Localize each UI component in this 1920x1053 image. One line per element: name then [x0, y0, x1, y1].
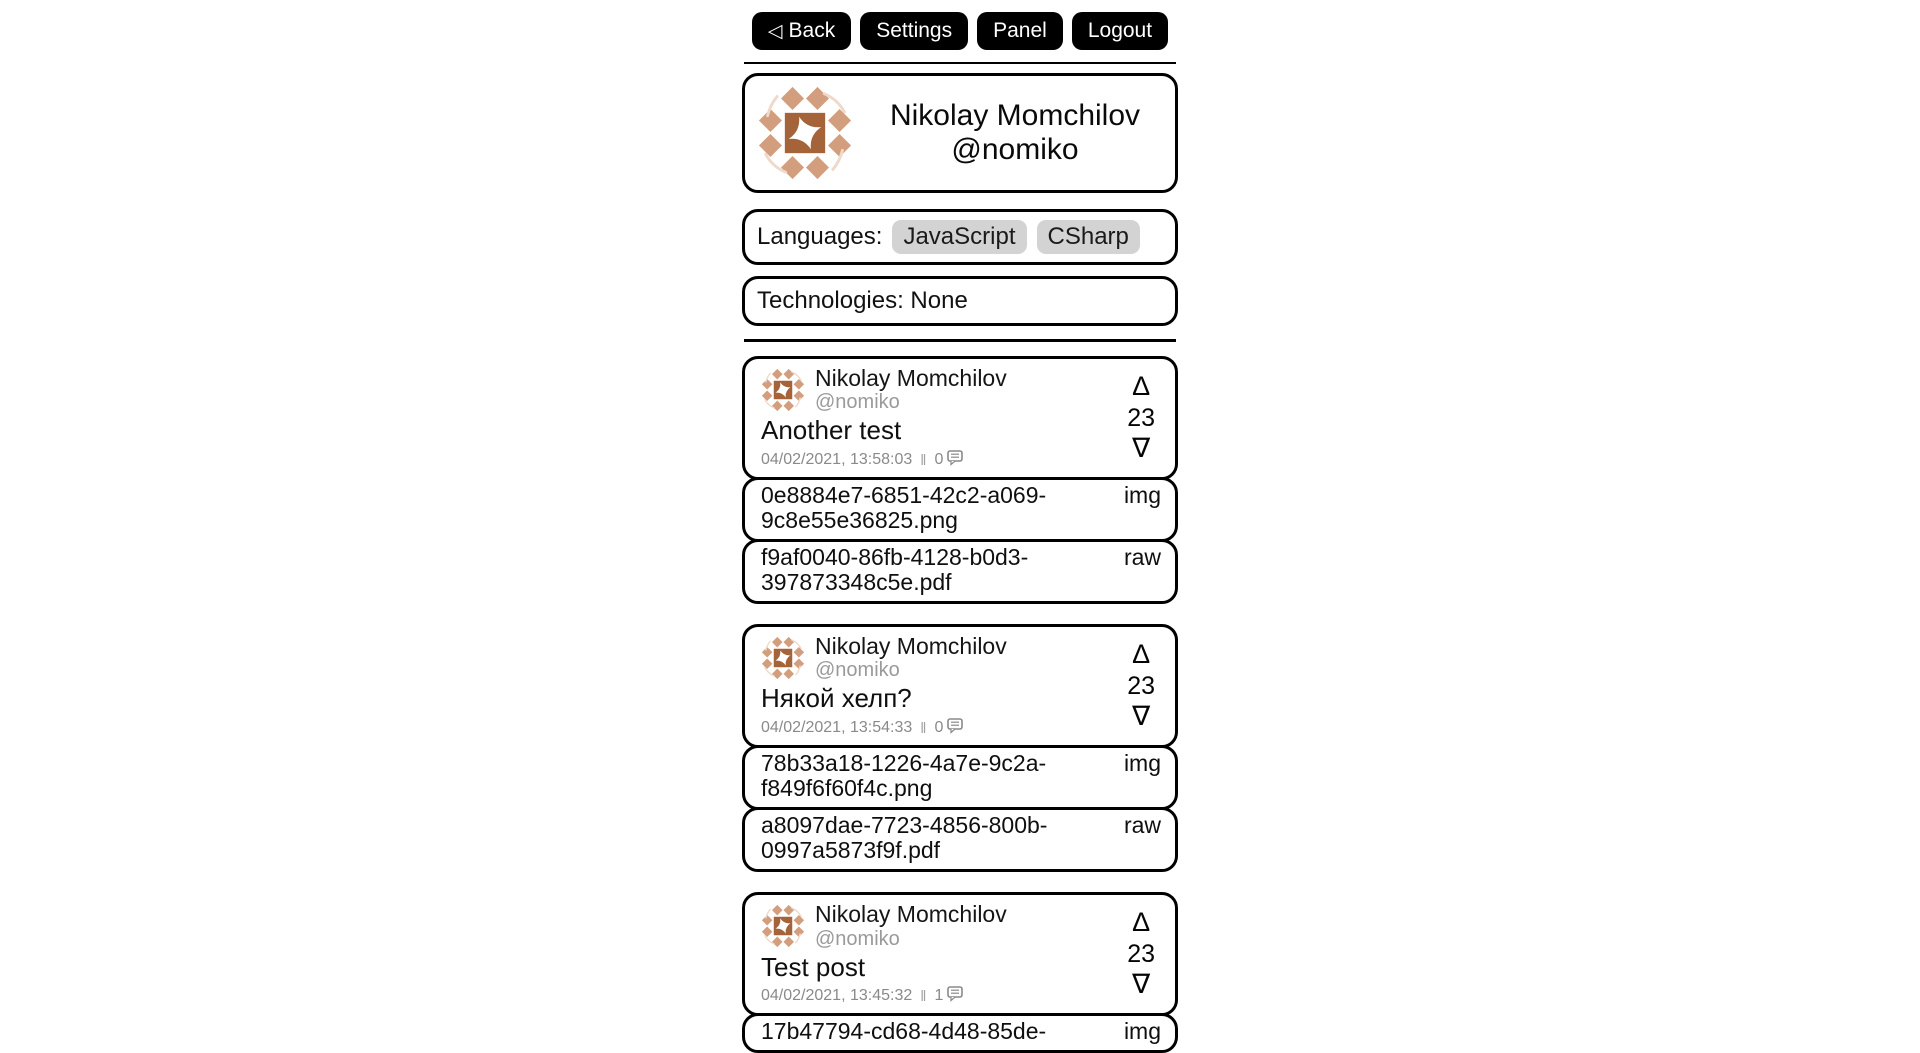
post-comments-count: 0 — [934, 719, 944, 737]
back-button-label: Back — [788, 19, 836, 42]
profile-avatar-icon — [757, 85, 853, 181]
profile-card — [742, 73, 1178, 193]
attachment-type-label: img — [1123, 482, 1161, 509]
upvote-button[interactable]: Δ — [1132, 906, 1151, 937]
language-tag-csharp: CSharp — [1037, 220, 1140, 254]
upvote-button[interactable]: Δ — [1132, 638, 1151, 669]
post-title: Test post — [761, 951, 866, 982]
technologies-card — [742, 276, 1178, 326]
post-group — [742, 356, 1178, 604]
post-body — [761, 901, 1117, 1006]
post-comments — [934, 450, 963, 470]
attachment-row[interactable] — [742, 539, 1178, 604]
profile-names — [867, 99, 1163, 166]
post-meta — [761, 986, 1117, 1006]
toolbar-divider — [744, 62, 1176, 64]
posts-divider — [744, 339, 1176, 342]
post-card[interactable] — [742, 356, 1178, 480]
page-content — [742, 0, 1178, 1053]
attachment-type-label: img — [1123, 750, 1161, 777]
meta-separator: ‖ — [920, 987, 927, 1005]
post-timestamp: 04/02/2021, 13:45:32 — [761, 987, 913, 1005]
post-author-name: Nikolay Momchilov — [815, 365, 1007, 391]
comments-icon — [947, 718, 963, 738]
post-author-avatar-icon — [761, 636, 805, 680]
post-group — [742, 624, 1178, 872]
attachment-filename: a8097dae-7723-4856-800b-0997a5873f9f.pdf — [761, 812, 1048, 864]
posts-list — [742, 356, 1178, 1053]
post-body — [761, 365, 1117, 470]
attachment-row[interactable] — [742, 1013, 1178, 1053]
profile-handle: @nomiko — [951, 133, 1079, 166]
attachment-filename: f9af0040-86fb-4128-b0d3-397873348c5e.pdf — [761, 544, 1029, 596]
post-comments — [934, 718, 963, 738]
upvote-button[interactable]: Δ — [1132, 370, 1151, 401]
vote-score: 23 — [1127, 939, 1155, 968]
post-header — [761, 633, 1117, 681]
post-author-name: Nikolay Momchilov — [815, 633, 1007, 660]
attachment-filename: 0e8884e7-6851-42c2-a069-9c8e55e36825.png — [761, 482, 1047, 534]
technologies-label: Technologies: None — [757, 287, 968, 314]
post-author-handle: @nomiko — [815, 391, 900, 414]
vote-controls — [1117, 365, 1161, 470]
comments-icon — [947, 986, 963, 1006]
vote-controls — [1117, 901, 1161, 1006]
post-comments — [934, 986, 963, 1006]
attachment-filename: 78b33a18-1226-4a7e-9c2a-f849f6f60f4c.png — [761, 750, 1047, 802]
post-header — [761, 901, 1117, 949]
attachment-type-label: raw — [1123, 544, 1161, 571]
attachment-row[interactable] — [742, 745, 1178, 810]
panel-button[interactable]: Panel — [977, 12, 1063, 50]
profile-name: Nikolay Momchilov — [889, 99, 1141, 133]
post-card[interactable] — [742, 624, 1178, 748]
post-author-name: Nikolay Momchilov — [815, 901, 1007, 928]
vote-score: 23 — [1127, 403, 1155, 432]
settings-button[interactable]: Settings — [860, 12, 968, 50]
language-tag-javascript: JavaScript — [892, 220, 1026, 254]
post-card[interactable] — [742, 892, 1178, 1016]
post-timestamp: 04/02/2021, 13:54:33 — [761, 719, 913, 737]
post-author-avatar-icon — [761, 368, 805, 412]
attachment-type-label: img — [1123, 1018, 1161, 1045]
toolbar — [742, 12, 1178, 50]
vote-controls — [1117, 633, 1161, 738]
post-meta — [761, 450, 1117, 470]
post-body — [761, 633, 1117, 738]
attachment-row[interactable] — [742, 477, 1178, 542]
comments-icon — [947, 450, 963, 470]
languages-label: Languages: — [757, 223, 883, 250]
meta-separator: ‖ — [920, 451, 927, 469]
post-title: Някой хелп? — [761, 683, 912, 714]
post-title: Another test — [761, 415, 902, 446]
post-header — [761, 365, 1117, 413]
attachment-row[interactable] — [742, 807, 1178, 872]
back-button[interactable] — [752, 12, 851, 50]
downvote-button[interactable]: ∇ — [1132, 968, 1151, 999]
post-author-handle: @nomiko — [815, 659, 900, 682]
attachment-type-label: raw — [1123, 812, 1161, 839]
languages-card — [742, 209, 1178, 265]
vote-score: 23 — [1127, 671, 1155, 700]
downvote-button[interactable]: ∇ — [1132, 432, 1151, 463]
post-comments-count: 0 — [934, 451, 944, 469]
meta-separator: ‖ — [920, 719, 927, 737]
logout-button[interactable]: Logout — [1072, 12, 1168, 50]
post-comments-count: 1 — [934, 987, 944, 1005]
attachment-filename: 17b47794-cd68-4d48-85de- — [761, 1018, 1047, 1045]
post-group — [742, 892, 1178, 1053]
post-meta — [761, 718, 1117, 738]
post-author-avatar-icon — [761, 904, 805, 948]
post-author-handle: @nomiko — [815, 927, 900, 950]
post-timestamp: 04/02/2021, 13:58:03 — [761, 451, 913, 469]
back-arrow-icon: ◁ — [767, 20, 783, 42]
downvote-button[interactable]: ∇ — [1132, 700, 1151, 731]
